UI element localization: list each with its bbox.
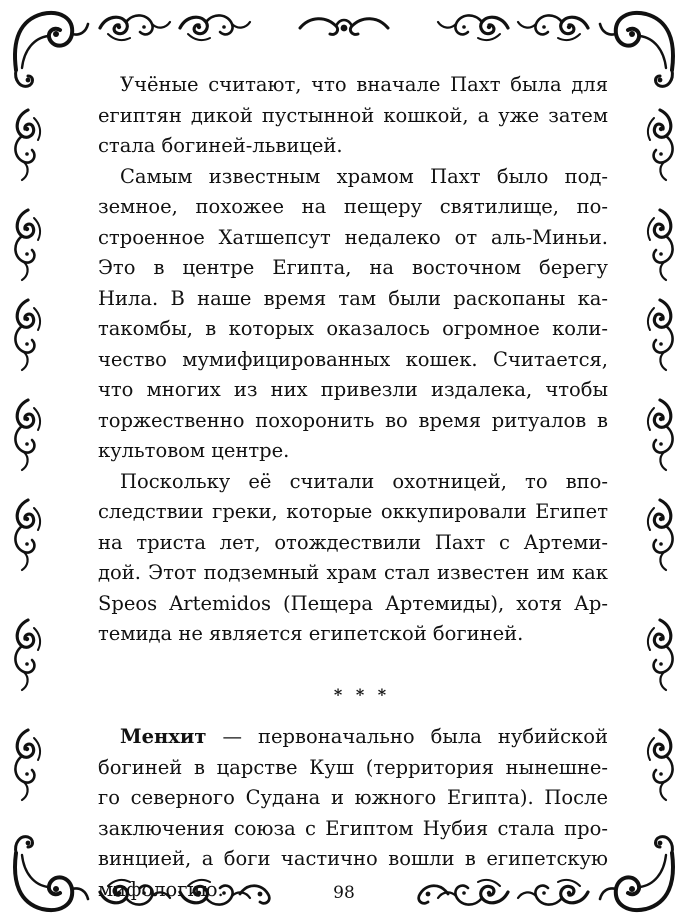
main-text bbox=[98, 70, 608, 905]
paragraph-menhit bbox=[98, 722, 608, 905]
text-line: дой. Этот подземный храм стал известен им как bbox=[98, 561, 608, 584]
text-line: Самым известным храмом Пахт было под- bbox=[120, 164, 608, 188]
text-line: темида не является египетской богиней. bbox=[98, 622, 524, 645]
text-line: египтян дикой пустынной кошкой, а уже затем bbox=[98, 103, 608, 127]
text-line: Нила. В наше время там были раскопаны ка- bbox=[98, 286, 608, 310]
text-line: винцией, а боги частично вошли в египетскую bbox=[98, 847, 608, 870]
left-border bbox=[15, 110, 40, 800]
text-line: торжественно похоронить во время ритуалов в bbox=[98, 408, 608, 432]
text-line: следствии греки, которые оккупировали Египет bbox=[98, 500, 608, 523]
text-line: что многих из них привезли издалека, чтобы bbox=[98, 378, 608, 401]
paragraph-scientists bbox=[98, 70, 608, 162]
text-line: Поскольку её считали охотницей, то впо- bbox=[120, 469, 608, 493]
text-line: чество мумифицированных кошек. Считается, bbox=[98, 347, 608, 371]
text-line: земное, похожее на пещеру святилище, по- bbox=[98, 195, 608, 218]
paragraph-greeks bbox=[98, 467, 608, 650]
text-line: мифологию. bbox=[98, 877, 224, 901]
text-line: Это в центре Египта, на восточном берегу bbox=[98, 256, 608, 279]
text-line: Учёные считают, что вначале Пахт была для bbox=[120, 73, 608, 96]
right-border bbox=[648, 110, 673, 800]
text-line bbox=[98, 722, 608, 753]
text-line: Speos Artemidos (Пещера Артемиды), хотя Ар- bbox=[98, 591, 608, 615]
text-line: культовом центре. bbox=[98, 439, 290, 462]
page-number: 98 bbox=[333, 883, 355, 903]
section-separator: * * * bbox=[333, 684, 391, 704]
term-definition-start: — первоначально была нубийской bbox=[206, 725, 608, 748]
text-line: заключения союза с Египтом Нубия стала про- bbox=[98, 816, 608, 840]
text-line: такомбы, в которых оказалось огромное коли- bbox=[98, 317, 608, 340]
text-line: строенное Хатшепсут недалеко от аль-Миньи. bbox=[98, 225, 608, 249]
term-menhit: Менхит bbox=[120, 725, 207, 748]
paragraph-temple bbox=[98, 162, 608, 467]
text-line: богиней в царстве Куш (территория нынешне- bbox=[98, 755, 608, 779]
text-line: на триста лет, отождествили Пахт с Артеми- bbox=[98, 530, 608, 554]
text-line: стала богиней-львицей. bbox=[98, 134, 343, 157]
text-line: го северного Судана и южного Египта). После bbox=[98, 786, 608, 809]
